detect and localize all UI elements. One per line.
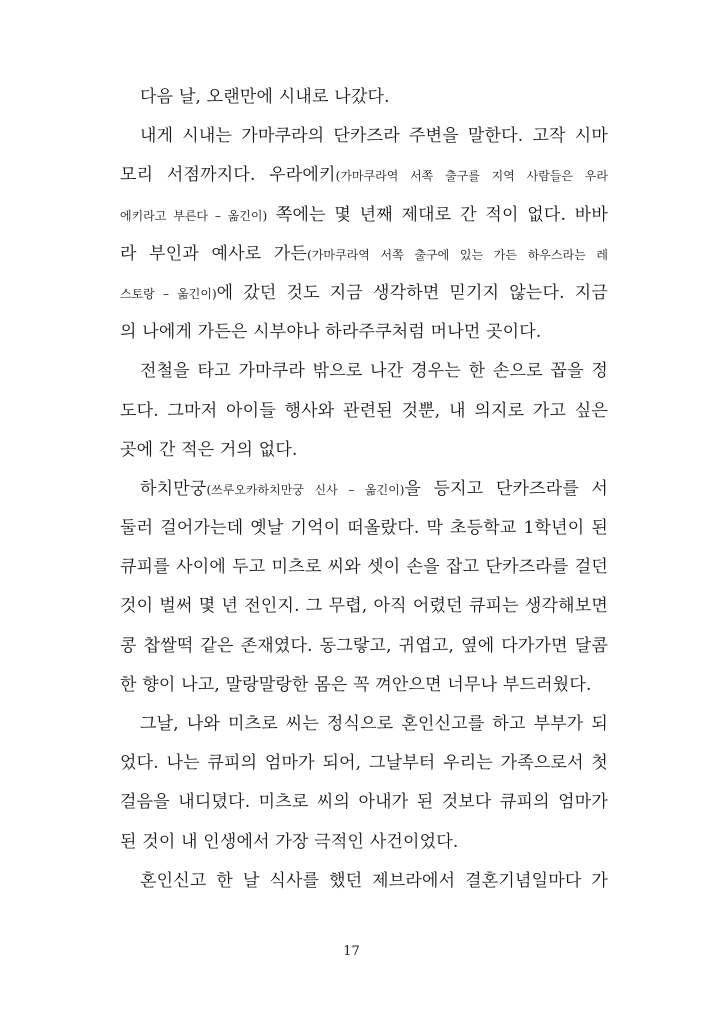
text-run: 혼인신고 한 날 식사를 했던 제브라에서 결혼기념일마다 가 (140, 870, 608, 891)
text-line (120, 431, 608, 470)
text-line (120, 587, 608, 626)
text-run: 었다. 나는 큐피의 엄마가 되어, 그날부터 우리는 가족으로서 첫 (120, 753, 608, 774)
text-run: 내게 시내는 가마쿠라의 단카즈라 주변을 말한다. 고작 시마 (140, 126, 608, 147)
text-run: 전철을 타고 가마쿠라 밖으로 나간 경우는 한 손으로 꼽을 정 (140, 361, 608, 382)
translator-note: 스토랑 – 옮긴이) (120, 286, 217, 301)
text-run: 의 나에게 가든은 시부야나 하라주쿠처럼 머나먼 곳이다. (120, 322, 542, 343)
translator-note: 에키라고 부른다 – 옮긴이) (120, 208, 268, 223)
text-run: 콩 찹쌀떡 같은 존재였다. 동그랗고, 귀엽고, 옆에 다가가면 달콤 (120, 635, 608, 656)
text-line (120, 392, 608, 431)
text-line (120, 313, 608, 352)
body-text (120, 78, 608, 901)
text-run: 도다. 그마저 아이들 행사와 관련된 것뿐, 내 의지로 가고 싶은 (120, 400, 608, 421)
text-run: 에 갔던 것도 지금 생각하면 믿기지 않는다. 지금 (216, 282, 608, 303)
text-run: 큐피를 사이에 두고 미츠로 씨와 셋이 손을 잡고 단카즈라를 걸던 (120, 557, 608, 578)
text-line (120, 235, 608, 274)
text-line (120, 117, 608, 156)
text-run: 한 향이 나고, 말랑말랑한 몸은 꼭 껴안으면 너무나 부드러웠다. (120, 674, 592, 695)
text-run: 둘러 걸어가는데 옛날 기억이 떠올랐다. 막 초등학교 1학년이 된 (120, 518, 608, 539)
text-run: 라 부인과 예사로 가든 (120, 243, 308, 264)
text-line (120, 196, 608, 235)
text-line (120, 823, 608, 862)
text-run: 그날, 나와 미츠로 씨는 정식으로 혼인신고를 하고 부부가 되 (140, 714, 608, 734)
text-line (120, 274, 608, 313)
text-run: 걸음을 내디뎠다. 미츠로 씨의 아내가 된 것보다 큐피의 엄마가 (120, 792, 608, 813)
text-line (120, 509, 608, 548)
translator-note: (쓰루오카하치만궁 신사 – 옮긴이) (206, 482, 405, 497)
translator-note: (가마쿠라역 서쪽 출구에 있는 가든 하우스라는 레 (307, 247, 608, 262)
text-run: 다음 날, 오랜만에 시내로 나갔다. (140, 87, 390, 107)
text-run: 모리 서점까지다. 우라에키 (120, 165, 336, 186)
text-line (120, 78, 608, 117)
text-line (120, 862, 608, 901)
translator-note: (가마쿠라역 서쪽 출구를 지역 사람들은 우라 (335, 169, 608, 184)
page-number: 17 (343, 944, 360, 959)
text-line (120, 705, 608, 744)
text-line (120, 548, 608, 587)
text-line (120, 156, 608, 195)
text-run: 된 것이 내 인생에서 가장 극적인 사건이었다. (120, 831, 459, 852)
text-run: 쪽에는 몇 년째 제대로 간 적이 없다. 바바 (267, 204, 608, 225)
text-line (120, 783, 608, 822)
text-run: 하치만궁 (140, 478, 207, 499)
text-line (120, 744, 608, 783)
text-line (120, 627, 608, 666)
text-line (120, 352, 608, 391)
text-line (120, 666, 608, 705)
text-run: 것이 벌써 몇 년 전인지. 그 무렵, 아직 어렸던 큐피는 생각해보면 (120, 596, 608, 617)
text-line (120, 470, 608, 509)
text-run: 을 등지고 단카즈라를 서 (404, 478, 608, 499)
text-run: 곳에 간 적은 거의 없다. (120, 439, 298, 460)
